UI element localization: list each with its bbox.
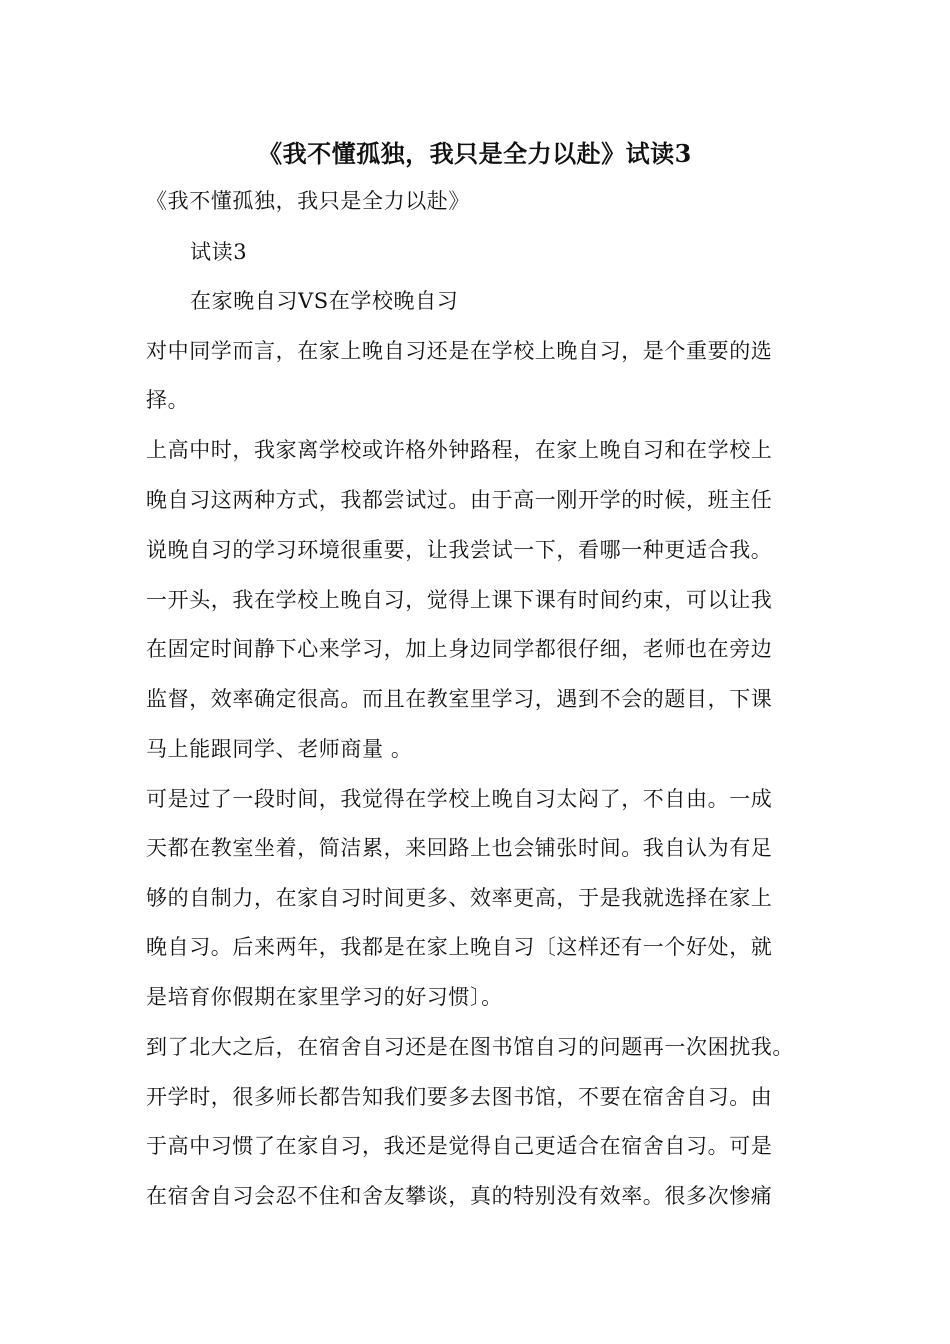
paragraph-line: 上高中时，我家离学校或许格外钟路程，在家上晚自习和在学校上 xyxy=(146,438,773,462)
paragraph-line: 晚自习这两种方式，我都尝试过。由于高一刚开学的时候，班主任 xyxy=(146,488,773,512)
paragraph-line: 《我不懂孤独，我只是全力以赴》 xyxy=(146,189,470,213)
paragraph-line: 是培育你假期在家里学习的好习惯〕。 xyxy=(146,985,503,1009)
paragraph-line: 晚自习。后来两年，我都是在家上晚自习〔这样还有一个好处，就 xyxy=(146,935,773,959)
paragraph-line: 开学时，很多师长都告知我们要多去图书馆，不要在宿舍自习。由 xyxy=(146,1085,773,1109)
paragraph-line: 说晚自习的学习环境很重要，让我尝试一下，看哪一种更适合我。 xyxy=(146,538,773,562)
paragraph-line: 够的自制力，在家自习时间更多、效率更高，于是我就选择在家上 xyxy=(146,886,773,910)
paragraph-line: 在固定时间静下心来学习，加上身边同学都很仔细，老师也在旁边 xyxy=(146,637,773,661)
paragraph-line: 可是过了一段时间，我觉得在学校上晚自习太闷了，不自由。一成 xyxy=(146,787,773,811)
paragraph-line: 天都在教室坐着，简洁累，来回路上也会铺张时间。我自认为有足 xyxy=(146,836,773,860)
paragraph-line: 试读3 xyxy=(190,240,248,264)
paragraph-line: 择。 xyxy=(146,388,190,412)
paragraph-line: 于高中习惯了在家自习，我还是觉得自己更适合在宿舍自习。可是 xyxy=(146,1134,773,1158)
paragraph-line: 到了北大之后，在宿舍自习还是在图书馆自习的问题再一次困扰我。 xyxy=(146,1035,794,1059)
paragraph-line: 监督，效率确定很高。而且在教室里学习，遇到不会的题目，下课 xyxy=(146,687,773,711)
document-title: 《我不懂孤独，我只是全力以赴》试读3 xyxy=(258,139,692,168)
paragraph-line: 马上能跟同学、老师商量 。 xyxy=(146,737,413,761)
paragraph-line: 在家晚自习VS在学校晚自习 xyxy=(190,289,459,313)
paragraph-line: 在宿舍自习会忍不住和舍友攀谈，真的特别没有效率。很多次惨痛 xyxy=(146,1184,773,1208)
paragraph-line: 一开头，我在学校上晚自习，觉得上课下课有时间约束，可以让我 xyxy=(146,588,773,612)
paragraph-line: 对中同学而言，在家上晚自习还是在学校上晚自习，是个重要的选 xyxy=(146,339,773,363)
